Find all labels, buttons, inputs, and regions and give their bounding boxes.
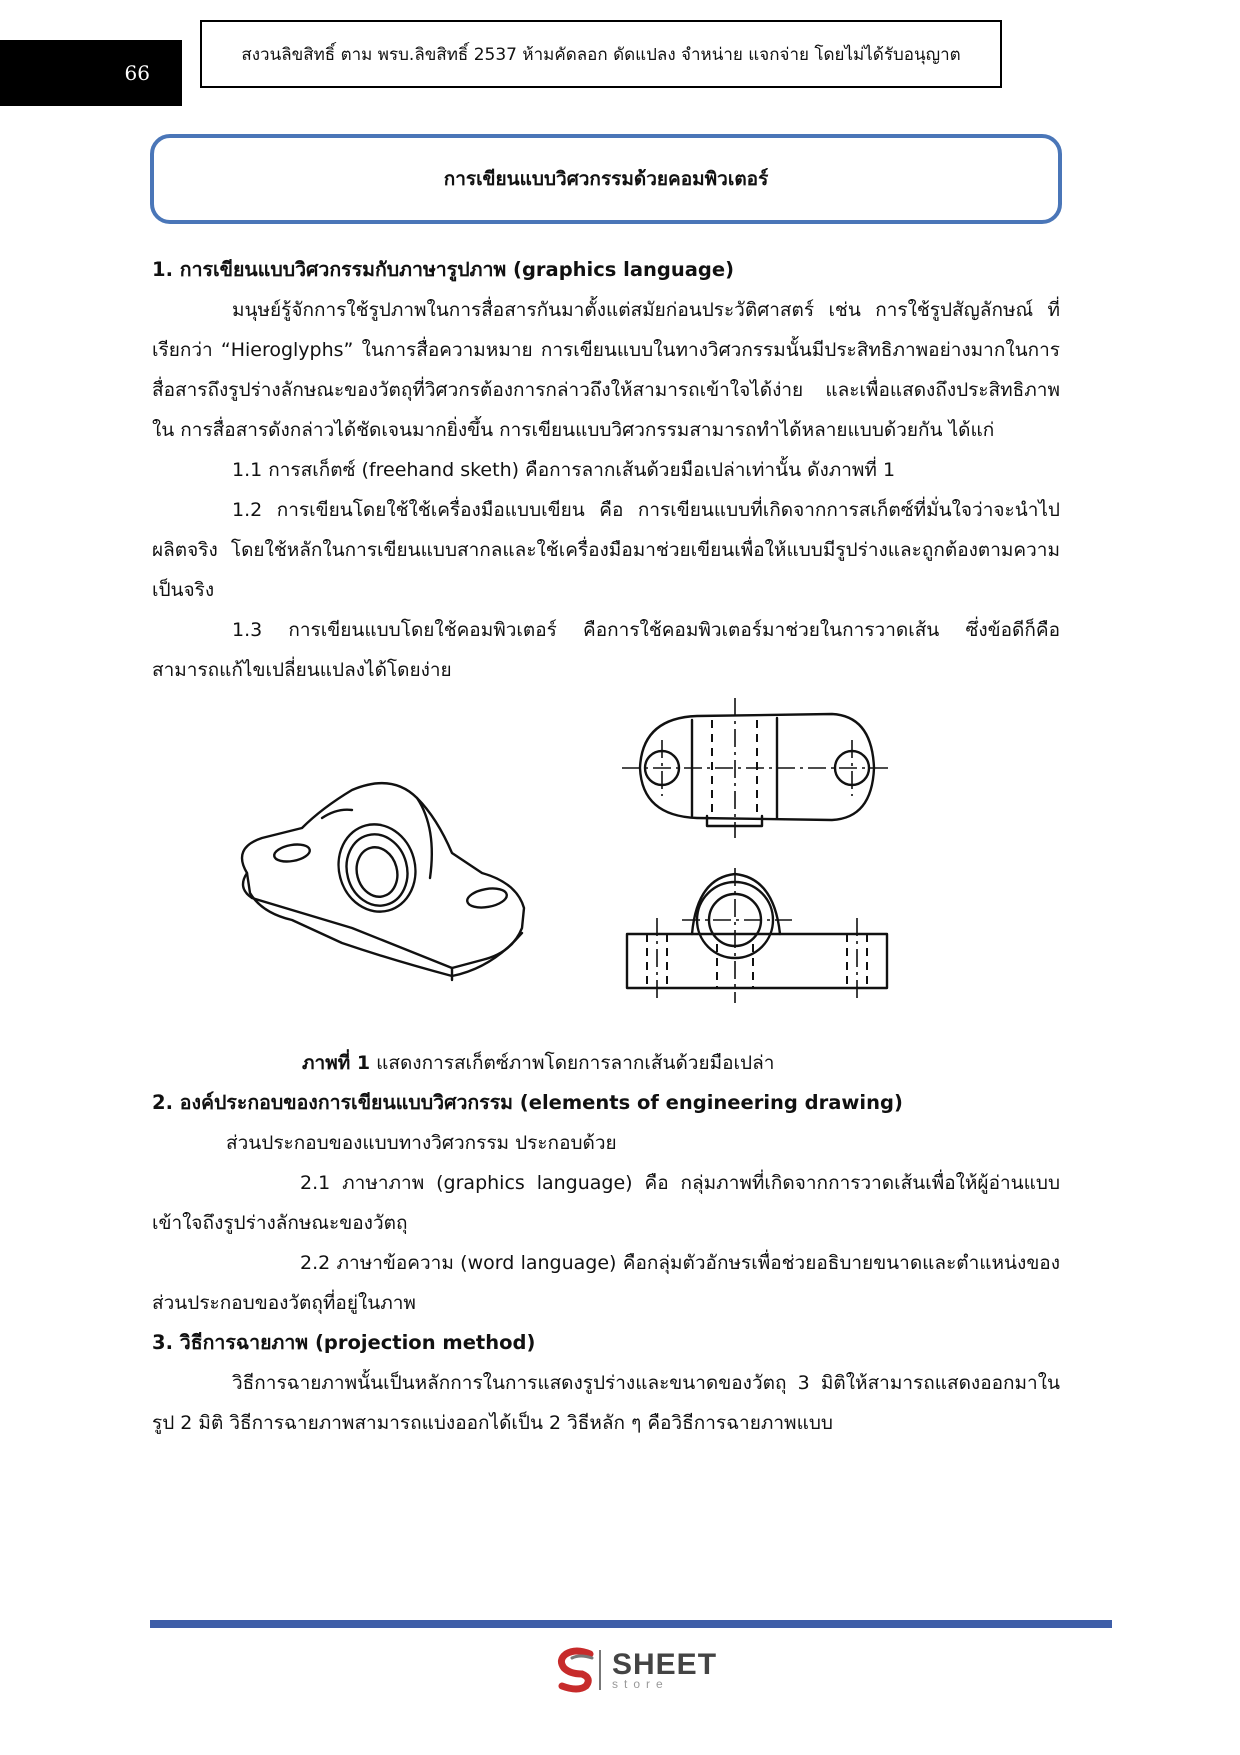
section1-item3: 1.3 การเขียนแบบโดยใช้คอมพิวเตอร์ คือการใช้คอมพิวเตอร์มาช่วยในการวาดเส้น ซึ่งข้อดีก็คือสามารถแก้ไขเปลี่ยนแปลงได้โดยง่าย (152, 619, 1060, 681)
section2-item1: 2.1 ภาษาภาพ (graphics language) คือ กลุ่มภาพที่เกิดจากการวาดเส้นเพื่อให้ผู้อ่านแบบเข้าใจถึงรูปร่างลักษณะของวัตถุ (152, 1172, 1060, 1234)
logo-subtitle: store (612, 1677, 669, 1691)
sheet-store-logo (550, 1642, 730, 1698)
freehand-sketch-drawing (152, 698, 1060, 1043)
section1-item1: 1.1 การสเก็ตซ์ (freehand sketh) คือการลากเส้นด้วยมือเปล่าเท่านั้น ดังภาพที่ 1 (232, 459, 896, 481)
logo-name: SHEET (612, 1648, 718, 1681)
caption-text: แสดงการสเก็ตซ์ภาพโดยการลากเส้นด้วยมือเปล่า (370, 1052, 775, 1074)
section2-heading: 2. องค์ประกอบของการเขียนแบบวิศวกรรม (elements of engineering drawing) (152, 1091, 903, 1114)
section1-intro: มนุษย์รู้จักการใช้รูปภาพในการสื่อสารกันมาตั้งแต่สมัยก่อนประวัติศาสตร์ เช่น การใช้รูปสัญลักษณ์ ที่เรียกว่า “Hieroglyphs” ในการสื่อความหมาย การเขียนแบบในทางวิศวกรรมนั้นมีประสิทธิภาพอย่างมากในการสื่อสารถึงรูปร่างลักษณะของวัตถุที่วิศวกรต้องการกล่าวถึงให้สามารถเข้าใจได้ง่าย และเพื่อแสดงถึงประสิทธิภาพใน การสื่อสารดังกล่าวได้ชัดเจนมากยิ่งขึ้น การเขียนแบบวิศวกรรมสามารถทำได้หลายแบบด้วยกัน ได้แก่ (152, 299, 1060, 441)
section3-intro: วิธีการฉายภาพนั้นเป็นหลักการในการแสดงรูปร่างและขนาดของวัตถุ 3 มิติให้สามารถแสดงออกมาในรูป 2 มิติ วิธีการฉายภาพสามารถแบ่งออกได้เป็น 2 วิธีหลัก ๆ คือวิธีการฉายภาพแบบ (152, 1372, 1060, 1434)
main-content (152, 250, 1060, 1443)
section2-intro: ส่วนประกอบของแบบทางวิศวกรรม ประกอบด้วย (226, 1132, 617, 1154)
page-number: 66 (0, 40, 182, 106)
footer-divider (150, 1620, 1112, 1628)
section3-heading: 3. วิธีการฉายภาพ (projection method) (152, 1331, 536, 1354)
section2-item2: 2.2 ภาษาข้อความ (word language) คือกลุ่มตัวอักษรเพื่อช่วยอธิบายขนาดและตำแหน่งของส่วนประกอบของวัตถุที่อยู่ในภาพ (152, 1252, 1060, 1314)
section1-item2: 1.2 การเขียนโดยใช้ใช้เครื่องมือแบบเขียน คือ การเขียนแบบที่เกิดจากการสเก็ตซ์ที่มั่นใจว่าจะนำไปผลิตจริง โดยใช้หลักในการเขียนแบบสากลและใช้เครื่องมือมาช่วยเขียนเพื่อให้แบบมีรูปร่างและถูกต้องตามความเป็นจริง (152, 499, 1060, 601)
caption-label: ภาพที่ 1 (302, 1052, 371, 1074)
section1-heading: 1. การเขียนแบบวิศวกรรมกับภาษารูปภาพ (graphics language) (152, 258, 734, 281)
copyright-notice: สงวนลิขสิทธิ์ ตาม พรบ.ลิขสิทธิ์ 2537 ห้ามคัดลอก ดัดแปลง จำหน่าย แจกจ่าย โดยไม่ได้รับอนุญาต (200, 20, 1002, 88)
front-view-sketch (627, 868, 887, 1003)
isometric-sketch (242, 783, 524, 980)
figure-1 (152, 698, 1060, 1043)
top-view-sketch (622, 698, 892, 838)
figure-1-caption (152, 1043, 1060, 1083)
page-title: การเขียนแบบวิศวกรรมด้วยคอมพิวเตอร์ (150, 134, 1062, 224)
sheet-logo-icon (550, 1644, 602, 1696)
